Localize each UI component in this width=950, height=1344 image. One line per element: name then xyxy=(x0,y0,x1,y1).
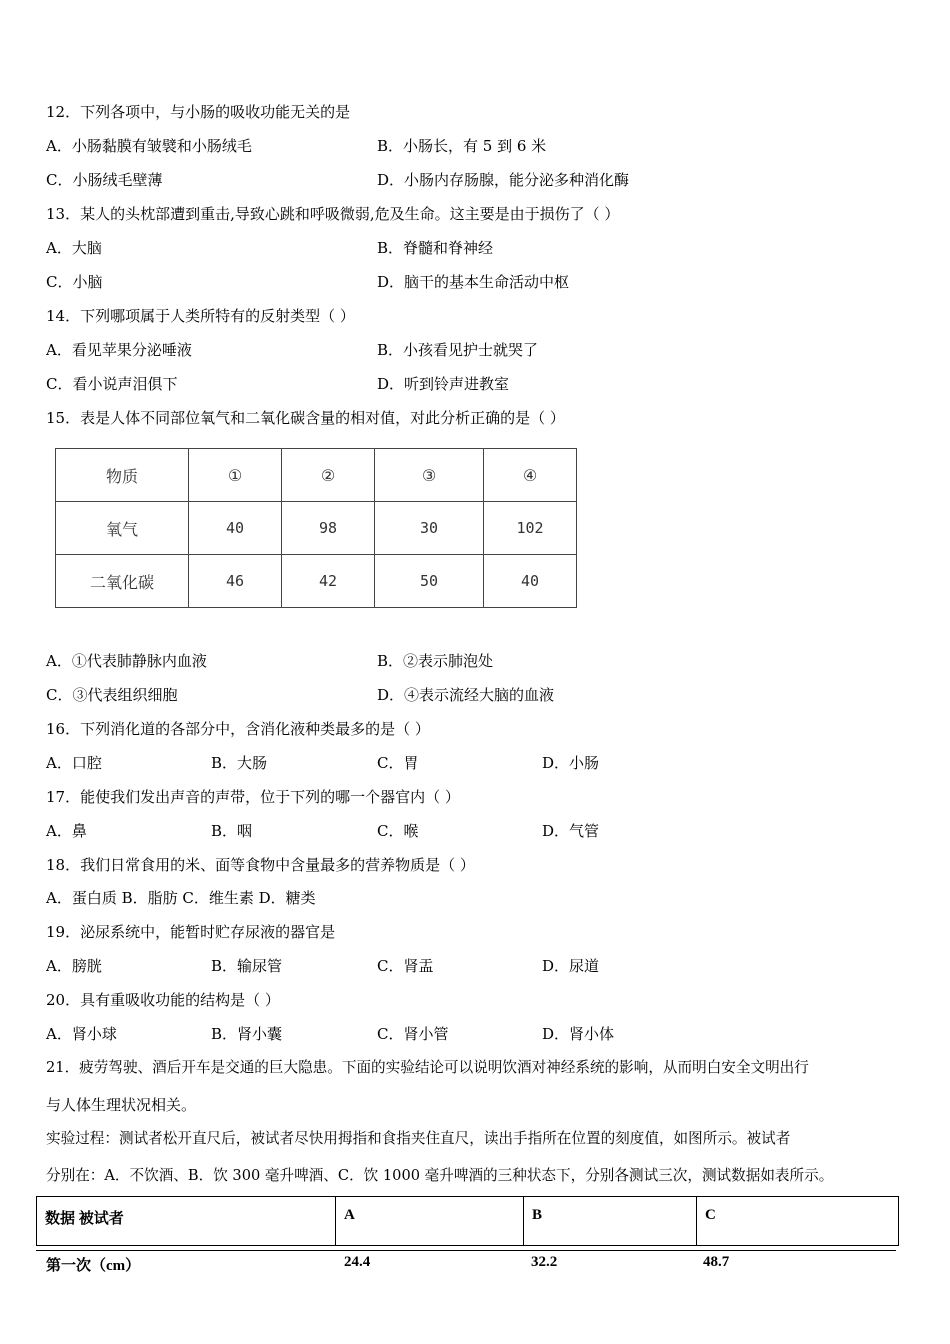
table-cell: 氧气 xyxy=(56,502,189,555)
table-cell: 46 xyxy=(189,555,282,608)
question-21-stem-line2: 与人体生理状况相关。 xyxy=(46,1096,197,1114)
table-cell: 42 xyxy=(282,555,375,608)
question-16-option-b: B．大肠 xyxy=(211,754,268,772)
table-cell: 48.7 xyxy=(703,1254,730,1270)
question-15-option-a: A．①代表肺静脉内血液 xyxy=(46,652,207,670)
table-cell: ③ xyxy=(375,449,484,502)
table-cell: B xyxy=(524,1197,697,1246)
table-cell: 32.2 xyxy=(531,1254,558,1270)
question-21-procedure-line1: 实验过程：测试者松开直尺后，被试者尽快用拇指和食指夹住直尺，读出手指所在位置的刻度值，如图所示。被试者 xyxy=(46,1130,791,1147)
table-cell: A xyxy=(336,1197,524,1246)
question-15-option-b: B．②表示肺泡处 xyxy=(377,652,494,670)
question-12-option-a: A．小肠黏膜有皱襞和小肠绒毛 xyxy=(46,137,252,155)
gas-content-table xyxy=(55,448,577,608)
question-19-option-a: A．膀胱 xyxy=(46,957,102,975)
table-cell: 数据 被试者 xyxy=(37,1197,336,1246)
table-cell: ② xyxy=(282,449,375,502)
question-12-option-d: D．小肠内存肠腺，能分泌多种消化酶 xyxy=(377,171,630,189)
question-17-option-b: B．咽 xyxy=(211,822,253,840)
question-14-option-a: A．看见苹果分泌唾液 xyxy=(46,341,192,359)
question-13-option-c: C．小脑 xyxy=(46,273,103,291)
question-14-stem: 14．下列哪项属于人类所特有的反射类型（ ） xyxy=(46,307,355,325)
table-cell: 50 xyxy=(375,555,484,608)
question-19-option-d: D．尿道 xyxy=(542,957,600,975)
question-20-option-d: D．肾小体 xyxy=(542,1025,615,1043)
question-20-stem: 20．具有重吸收功能的结构是（ ） xyxy=(46,991,280,1009)
reaction-test-table xyxy=(36,1196,899,1246)
question-17-option-a: A．鼻 xyxy=(46,822,87,840)
question-17-option-c: C．喉 xyxy=(377,822,419,840)
question-14-option-c: C．看小说声泪俱下 xyxy=(46,375,178,393)
question-16-option-d: D．小肠 xyxy=(542,754,600,772)
question-19-stem: 19．泌尿系统中，能暂时贮存尿液的器官是 xyxy=(46,923,336,941)
table-cell: 40 xyxy=(484,555,577,608)
table-header-row xyxy=(56,449,577,502)
question-19-option-c: C．肾盂 xyxy=(377,957,434,975)
table-row-label: 第一次（cm） xyxy=(46,1258,141,1274)
question-16-option-c: C．胃 xyxy=(377,754,419,772)
question-17-stem: 17．能使我们发出声音的声带，位于下列的哪一个器官内（ ） xyxy=(46,788,460,806)
table-divider xyxy=(36,1250,896,1251)
question-16-stem: 16．下列消化道的各部分中，含消化液种类最多的是（ ） xyxy=(46,720,430,738)
table-cell: 98 xyxy=(282,502,375,555)
table-row xyxy=(56,555,577,608)
question-17-option-d: D．气管 xyxy=(542,822,600,840)
table-cell: ④ xyxy=(484,449,577,502)
question-15-stem: 15．表是人体不同部位氧气和二氧化碳含量的相对值，对此分析正确的是（ ） xyxy=(46,409,565,427)
table-cell: 24.4 xyxy=(344,1254,371,1270)
table-header-row xyxy=(37,1197,899,1246)
question-20-option-b: B．肾小囊 xyxy=(211,1025,283,1043)
table-cell: C xyxy=(697,1197,899,1246)
question-21-procedure-line2: 分别在：A．不饮酒、B．饮 300 毫升啤酒、C．饮 1000 毫升啤酒的三种状态下，分别各测试三次，测试数据如表所示。 xyxy=(46,1167,834,1184)
table-row xyxy=(56,502,577,555)
table-cell: 物质 xyxy=(56,449,189,502)
question-19-option-b: B．输尿管 xyxy=(211,957,283,975)
table-cell: 30 xyxy=(375,502,484,555)
question-12-option-b: B．小肠长，有 5 到 6 米 xyxy=(377,137,547,155)
question-18-options: A．蛋白质 B．脂肪 C．维生素 D．糖类 xyxy=(46,889,316,907)
question-12-stem: 12．下列各项中，与小肠的吸收功能无关的是 xyxy=(46,103,351,121)
question-15-option-d: D．④表示流经大脑的血液 xyxy=(377,686,555,704)
table-cell: 102 xyxy=(484,502,577,555)
table-cell: ① xyxy=(189,449,282,502)
question-20-option-c: C．肾小管 xyxy=(377,1025,449,1043)
question-15-option-c: C．③代表组织细胞 xyxy=(46,686,178,704)
question-18-stem: 18．我们日常食用的米、面等食物中含量最多的营养物质是（ ） xyxy=(46,856,475,874)
question-13-stem: 13．某人的头枕部遭到重击,导致心跳和呼吸微弱,危及生命。这主要是由于损伤了（ ） xyxy=(46,205,620,223)
question-14-option-b: B．小孩看见护士就哭了 xyxy=(377,341,539,359)
question-13-option-d: D．脑干的基本生命活动中枢 xyxy=(377,273,570,291)
question-21-stem-line1: 21．疲劳驾驶、酒后开车是交通的巨大隐患。下面的实验结论可以说明饮酒对神经系统的影响，从而明白安全文明出行 xyxy=(46,1059,809,1076)
question-13-option-b: B．脊髓和脊神经 xyxy=(377,239,494,257)
question-16-option-a: A．口腔 xyxy=(46,754,102,772)
table-cell: 二氧化碳 xyxy=(56,555,189,608)
question-20-option-a: A．肾小球 xyxy=(46,1025,117,1043)
table-cell: 40 xyxy=(189,502,282,555)
question-12-option-c: C．小肠绒毛壁薄 xyxy=(46,171,163,189)
question-14-option-d: D．听到铃声进教室 xyxy=(377,375,510,393)
question-13-option-a: A．大脑 xyxy=(46,239,102,257)
